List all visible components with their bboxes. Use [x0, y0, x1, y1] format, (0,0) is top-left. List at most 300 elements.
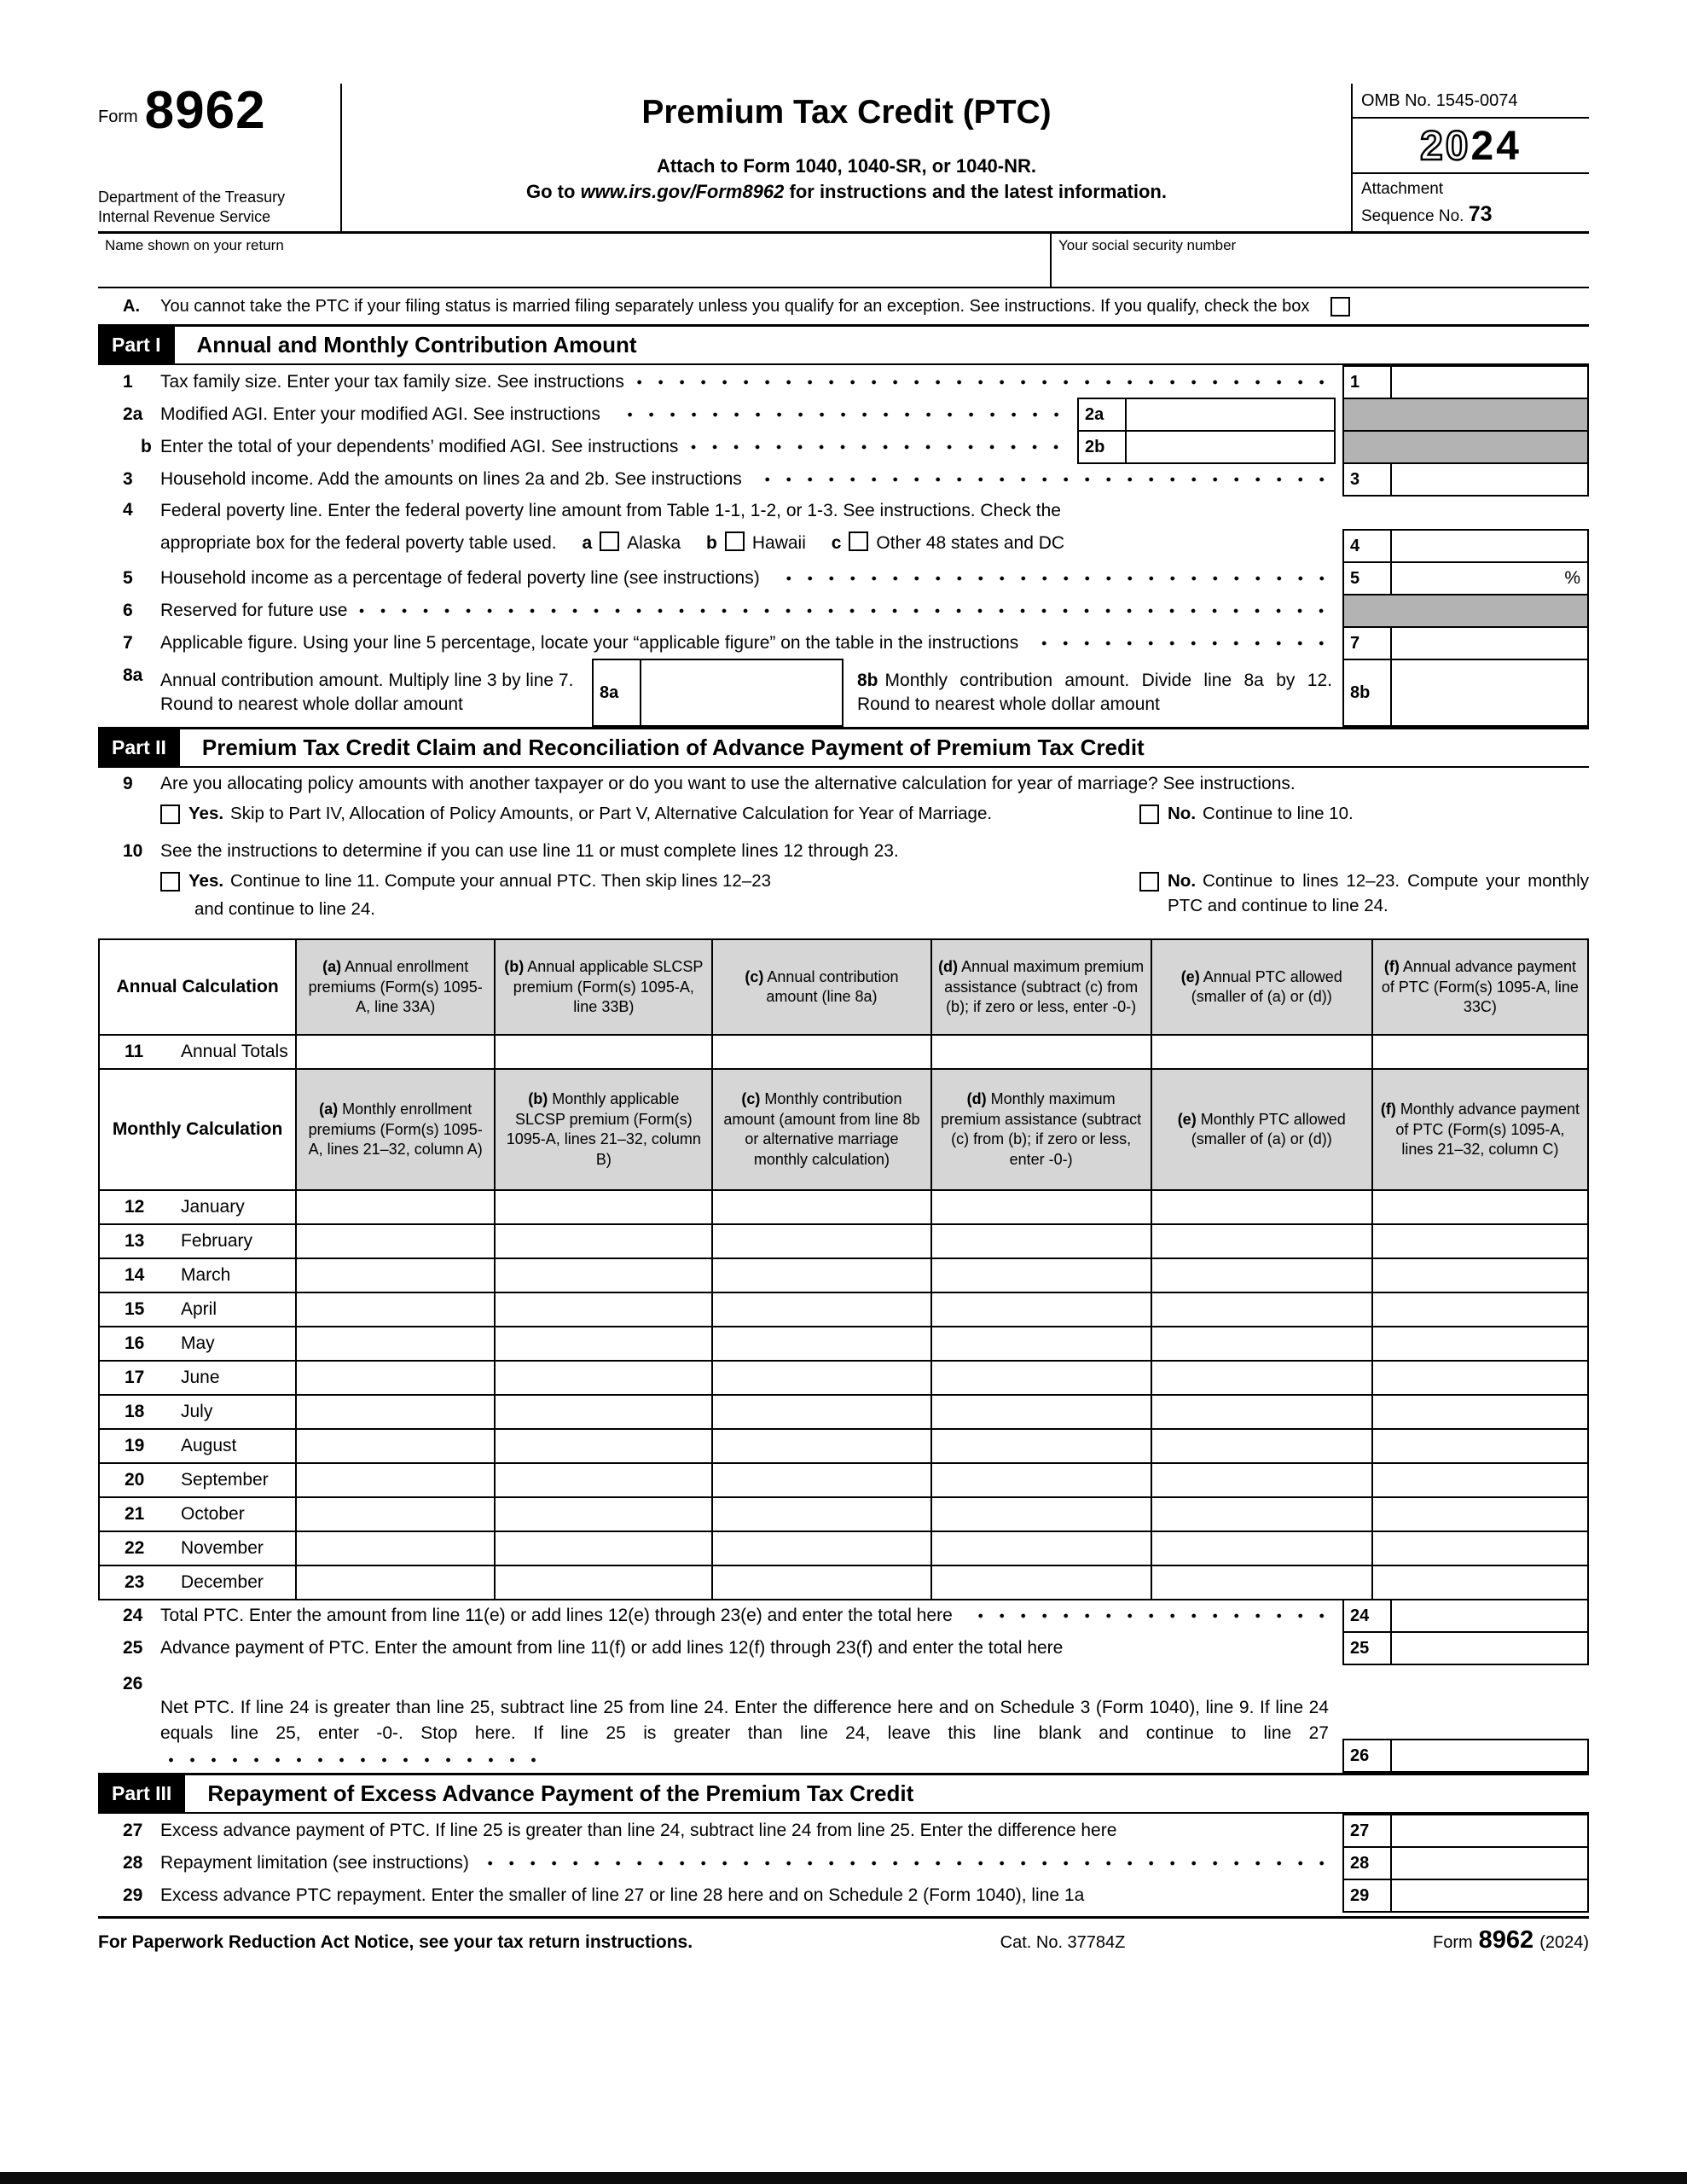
filing-exception-checkbox[interactable] — [1330, 297, 1350, 317]
month-entry-cell[interactable] — [296, 1361, 495, 1395]
month-entry-cell[interactable] — [931, 1497, 1151, 1531]
line-25-text: Advance payment of PTC. Enter the amount from line 11(f) or add lines 12(f) through 23(f) and enter the total here — [160, 1638, 1064, 1658]
line-4-text-1: Federal poverty line. Enter the federal poverty line amount from Table 1-1, 1-2, or 1-3. See instructions. Check the — [160, 501, 1061, 521]
line-6-text: Reserved for future use — [160, 601, 348, 621]
irs-url: www.irs.gov/Form8962 — [580, 181, 785, 202]
line-10 — [98, 835, 1589, 868]
attachment-sequence — [1353, 174, 1589, 231]
line-number: b — [141, 437, 152, 457]
line-8b-numbox: 8b — [1342, 659, 1392, 727]
line-4 — [98, 495, 1589, 563]
month-entry-cell[interactable] — [1151, 1395, 1372, 1429]
monthly-calculation-label: Monthly Calculation — [99, 1069, 296, 1190]
line-8 — [98, 659, 1589, 727]
dot-leader — [359, 601, 1332, 621]
line-7-amount[interactable] — [1392, 626, 1589, 660]
line-25-numbox: 25 — [1342, 1631, 1392, 1665]
line-number: 19 — [125, 1436, 145, 1456]
form-header — [98, 81, 1589, 234]
line-7-text: Applicable figure. Using your line 5 percentage, locate your “applicable figure” on the table in the instructions — [160, 633, 1019, 653]
form-number: 8962 — [144, 81, 266, 140]
line-number: 13 — [125, 1231, 145, 1252]
line-28-text: Repayment limitation (see instructions) — [160, 1853, 469, 1873]
form-number-block — [98, 81, 342, 231]
line-8b-text — [844, 659, 1342, 727]
annual-total-cell[interactable] — [712, 1035, 930, 1069]
option-c-key: c — [831, 533, 842, 554]
line-28 — [98, 1846, 1589, 1880]
line-2b-numbox: 2b — [1077, 430, 1127, 464]
month-entry-cell[interactable] — [1151, 1361, 1372, 1395]
month-entry-cell[interactable] — [1372, 1327, 1588, 1361]
month-entry-cell[interactable] — [1151, 1327, 1372, 1361]
month-entry-cell[interactable] — [931, 1292, 1151, 1327]
month-entry-cell[interactable] — [712, 1224, 930, 1258]
line-27 — [98, 1814, 1589, 1848]
yes-word: Yes. — [188, 804, 224, 824]
other-48-states-checkbox[interactable] — [849, 531, 868, 551]
month-entry-cell[interactable] — [931, 1531, 1151, 1565]
sequence-number: 73 — [1468, 201, 1493, 226]
alaska-label: Alaska — [627, 533, 681, 554]
dot-leader — [160, 1751, 536, 1769]
month-name: November — [181, 1538, 264, 1559]
form-title: Premium Tax Credit (PTC) — [641, 94, 1052, 131]
month-entry-cell[interactable] — [1372, 1258, 1588, 1292]
line-2a-amount[interactable] — [1127, 398, 1336, 432]
line-8a-numbox: 8a — [592, 659, 641, 727]
line-a-letter: A. — [123, 297, 140, 317]
annual-totals-row — [99, 1035, 1588, 1069]
month-entry-cell[interactable] — [931, 1565, 1151, 1600]
monthly-col-e-header: (e) Monthly PTC allowed (smaller of (a) or (d)) — [1151, 1069, 1372, 1190]
annual-col-c-header: (c) Annual contribution amount (line 8a) — [712, 939, 930, 1035]
screen-bottom-bar — [0, 2172, 1687, 2184]
line-5-numbox: 5 — [1342, 561, 1392, 595]
line-26 — [98, 1664, 1589, 1773]
no-word: No. — [1168, 804, 1197, 824]
line-number: 1 — [123, 372, 133, 392]
line-number: 4 — [123, 500, 133, 520]
line-number: 7 — [123, 633, 133, 653]
line-8a-amount[interactable] — [641, 659, 844, 727]
month-entry-cell[interactable] — [495, 1429, 712, 1463]
month-entry-cell[interactable] — [495, 1258, 712, 1292]
month-entry-cell[interactable] — [931, 1224, 1151, 1258]
line-29 — [98, 1879, 1589, 1913]
month-name: July — [181, 1402, 213, 1422]
line-8b-amount[interactable] — [1392, 659, 1589, 727]
line-25 — [98, 1631, 1589, 1665]
line-24-amount[interactable] — [1392, 1599, 1589, 1633]
dot-leader — [636, 372, 1332, 392]
ssn-field-label: Your social security number — [1058, 237, 1237, 254]
part3-title: Repayment of Excess Advance Payment of the Premium Tax Credit — [207, 1780, 914, 1807]
line-29-text: Excess advance PTC repayment. Enter the smaller of line 27 or line 28 here and on Schedule 2 (Form 1040), line 1a — [160, 1885, 1085, 1906]
month-entry-cell[interactable] — [296, 1292, 495, 1327]
name-field-label: Name shown on your return — [105, 237, 284, 254]
month-entry-cell[interactable] — [1372, 1429, 1588, 1463]
line-3-amount[interactable] — [1392, 462, 1589, 497]
sequence-label: Sequence No. — [1361, 206, 1469, 225]
calculation-table — [98, 938, 1589, 1600]
allocating-no-checkbox[interactable] — [1139, 804, 1159, 824]
line-9 — [98, 768, 1589, 800]
month-entry-cell[interactable] — [495, 1224, 712, 1258]
percent-sign: % — [1564, 568, 1580, 589]
line-10-options — [98, 868, 1589, 930]
part3-rows — [98, 1814, 1589, 1913]
monthly-col-a-header: (a) Monthly enrollment premiums (Form(s) 1095-A, lines 21–32, column A) — [296, 1069, 495, 1190]
dot-leader — [1030, 633, 1332, 653]
line-2a — [98, 398, 1589, 432]
line-9-text: Are you allocating policy amounts with another taxpayer or do you want to use the alternative calculation for year of marriage? See instructions. — [160, 774, 1296, 794]
line-2b-text: Enter the total of your dependents’ modified AGI. See instructions — [160, 437, 679, 457]
month-name: March — [181, 1265, 231, 1286]
line-number: 8a — [123, 665, 143, 686]
line-2b-amount[interactable] — [1127, 430, 1336, 464]
form-title-block — [342, 84, 1351, 231]
line-number: 25 — [123, 1638, 143, 1658]
goto-instruction — [342, 181, 1351, 203]
month-row — [99, 1190, 1588, 1224]
part1-label: Part I — [98, 327, 175, 363]
line-26-text: Net PTC. If line 24 is greater than line 25, subtract line 25 from line 24. Enter the difference here and on Schedule 3 (Form 1040), line 9. If line 24 equals line 25, enter -0-. Stop here. If line 25 is greater than line 24, leave this line blank and continue to line 27 — [160, 1695, 1342, 1773]
annual-total-cell[interactable] — [1372, 1035, 1588, 1069]
line-5-amount[interactable] — [1392, 561, 1589, 595]
month-entry-cell[interactable] — [495, 1395, 712, 1429]
month-entry-cell[interactable] — [495, 1531, 712, 1565]
line-9-yes-text: Skip to Part IV, Allocation of Policy Amounts, or Part V, Alternative Calculation for Year of Marriage. — [230, 804, 993, 824]
month-entry-cell[interactable] — [1372, 1395, 1588, 1429]
line-10-no-text: Continue to lines 12–23. Compute your monthly PTC and continue to line 24. — [1168, 870, 1589, 915]
month-name: February — [181, 1231, 253, 1252]
tax-year — [1353, 119, 1589, 174]
line-25-amount[interactable] — [1392, 1631, 1589, 1665]
line-4-boxes — [1342, 529, 1589, 563]
agency-line-2: Internal Revenue Service — [98, 207, 271, 225]
month-name: June — [181, 1368, 220, 1388]
annual-calc-yes-checkbox[interactable] — [160, 872, 180, 892]
month-entry-cell[interactable] — [495, 1361, 712, 1395]
month-name: May — [181, 1333, 215, 1354]
other-48-states-label: Other 48 states and DC — [876, 533, 1065, 554]
line-27-amount[interactable] — [1392, 1814, 1589, 1848]
line-27-numbox: 27 — [1342, 1814, 1392, 1848]
month-entry-cell[interactable] — [931, 1429, 1151, 1463]
line-number: 27 — [123, 1821, 143, 1841]
month-row — [99, 1327, 1588, 1361]
line-9-yes — [160, 802, 1139, 827]
line-5 — [98, 561, 1589, 595]
line-9-options — [98, 800, 1589, 835]
month-row — [99, 1361, 1588, 1395]
month-entry-cell[interactable] — [1151, 1565, 1372, 1600]
month-name: April — [181, 1299, 217, 1320]
omb-number: OMB No. 1545-0074 — [1353, 84, 1589, 119]
line-number: 10 — [123, 840, 143, 861]
month-entry-cell[interactable] — [1151, 1531, 1372, 1565]
annual-col-d-header: (d) Annual maximum premium assistance (subtract (c) from (b); if zero or less, enter -0-) — [931, 939, 1151, 1035]
month-name: December — [181, 1572, 264, 1593]
line-7-numbox: 7 — [1342, 626, 1392, 660]
month-row — [99, 1395, 1588, 1429]
line-24 — [98, 1599, 1589, 1633]
line-9-no-text: Continue to line 10. — [1203, 804, 1354, 824]
month-entry-cell[interactable] — [712, 1531, 930, 1565]
month-entry-cell[interactable] — [1151, 1190, 1372, 1224]
line-number: 28 — [123, 1853, 143, 1873]
part1-title: Annual and Monthly Contribution Amount — [196, 332, 637, 358]
footer-form-number: 8962 — [1478, 1926, 1534, 1955]
month-entry-cell[interactable] — [296, 1258, 495, 1292]
month-entry-cell[interactable] — [1372, 1190, 1588, 1224]
ssn-field[interactable] — [1052, 234, 1589, 287]
month-row — [99, 1531, 1588, 1565]
line-2a-numbox: 2a — [1077, 398, 1127, 432]
month-entry-cell[interactable] — [1151, 1292, 1372, 1327]
omb-block — [1351, 84, 1589, 231]
line-number: 15 — [125, 1299, 145, 1320]
line-10-yes-text-2: and continue to line 24. — [194, 898, 375, 919]
dot-leader — [612, 404, 1067, 425]
month-entry-cell[interactable] — [1372, 1565, 1588, 1600]
line-1-amount[interactable] — [1392, 365, 1589, 399]
part1-rows — [98, 365, 1589, 727]
dot-leader — [481, 1853, 1332, 1873]
part2-rows — [98, 768, 1589, 930]
agency-line-1: Department of the Treasury — [98, 189, 286, 206]
dot-leader — [965, 1606, 1332, 1626]
year-outline: 20 — [1420, 124, 1471, 169]
line-4-numbox: 4 — [1342, 529, 1392, 563]
line-29-amount[interactable] — [1392, 1879, 1589, 1913]
month-entry-cell[interactable] — [712, 1395, 930, 1429]
monthly-col-f-header: (f) Monthly advance payment of PTC (Form(s) 1095-A, lines 21–32, column C) — [1372, 1069, 1588, 1190]
month-entry-cell[interactable] — [1372, 1224, 1588, 1258]
line-4-text — [160, 495, 1342, 560]
line-2a-text: Modified AGI. Enter your modified AGI. See instructions — [160, 404, 600, 425]
line-4-text-2 — [160, 527, 1342, 560]
goto-prefix: Go to — [526, 181, 581, 202]
annual-col-b-header: (b) Annual applicable SLCSP premium (Form(s) 1095-A, line 33B) — [495, 939, 712, 1035]
month-entry-cell[interactable] — [1372, 1361, 1588, 1395]
line-number: 24 — [123, 1606, 143, 1626]
line-1-text: Tax family size. Enter your tax family size. See instructions — [160, 372, 624, 392]
line-28-amount[interactable] — [1392, 1846, 1589, 1880]
line-number: 18 — [125, 1402, 145, 1422]
month-entry-cell[interactable] — [712, 1429, 930, 1463]
month-entry-cell[interactable] — [1372, 1463, 1588, 1497]
line-7 — [98, 626, 1589, 660]
line-4-text-2-prefix: appropriate box for the federal poverty table used. — [160, 533, 557, 554]
line-number: 2a — [123, 404, 143, 425]
line-28-numbox: 28 — [1342, 1846, 1392, 1880]
annual-total-cell[interactable] — [931, 1035, 1151, 1069]
month-entry-cell[interactable] — [495, 1565, 712, 1600]
month-entry-cell[interactable] — [495, 1463, 712, 1497]
line-number: 12 — [125, 1197, 145, 1217]
line-number: 3 — [123, 469, 133, 490]
month-row — [99, 1292, 1588, 1327]
month-entry-cell[interactable] — [931, 1395, 1151, 1429]
line-a — [98, 288, 1589, 324]
part2-bar — [98, 727, 1589, 768]
annual-col-e-header: (e) Annual PTC allowed (smaller of (a) or (d)) — [1151, 939, 1372, 1035]
line-number: 9 — [123, 774, 133, 794]
line-number: 17 — [125, 1368, 145, 1388]
line-4-amount[interactable] — [1392, 529, 1589, 563]
month-entry-cell[interactable] — [931, 1327, 1151, 1361]
catalog-number: Cat. No. 37784Z — [1000, 1933, 1126, 1953]
line-number: 20 — [125, 1470, 145, 1490]
line-1-numbox: 1 — [1342, 365, 1392, 399]
monthly-col-d-header: (d) Monthly maximum premium assistance (subtract (c) from (b); if zero or less, enter -0-) — [931, 1069, 1151, 1190]
annual-header-row — [99, 939, 1588, 1035]
annual-total-cell[interactable] — [495, 1035, 712, 1069]
month-name: August — [181, 1436, 237, 1456]
month-row — [99, 1258, 1588, 1292]
hawaii-checkbox[interactable] — [725, 531, 745, 551]
year-bold: 24 — [1470, 124, 1522, 169]
goto-suffix: for instructions and the latest information. — [784, 181, 1167, 202]
month-entry-cell[interactable] — [296, 1531, 495, 1565]
month-entry-cell[interactable] — [712, 1497, 930, 1531]
line-number: 26 — [123, 1674, 143, 1694]
line-2b-no-entry — [1342, 430, 1589, 464]
month-entry-cell[interactable] — [1151, 1463, 1372, 1497]
annual-totals-label: Annual Totals — [181, 1042, 288, 1062]
month-entry-cell[interactable] — [712, 1258, 930, 1292]
identity-row — [98, 234, 1589, 288]
month-entry-cell[interactable] — [495, 1292, 712, 1327]
form-8962 — [98, 81, 1589, 1955]
month-entry-cell[interactable] — [712, 1565, 930, 1600]
month-row — [99, 1224, 1588, 1258]
line-number: 5 — [123, 568, 133, 589]
month-entry-cell[interactable] — [296, 1190, 495, 1224]
form-footer — [98, 1916, 1589, 1955]
month-row — [99, 1463, 1588, 1497]
alaska-checkbox[interactable] — [600, 531, 619, 551]
month-entry-cell[interactable] — [1372, 1497, 1588, 1531]
option-b-key: b — [706, 533, 717, 554]
line-8b-label: Monthly contribution amount. Divide line 8a by 12. Round to nearest whole dollar amount — [857, 670, 1332, 715]
month-row — [99, 1497, 1588, 1531]
line-6 — [98, 594, 1589, 628]
annual-col-a-header: (a) Annual enrollment premiums (Form(s) 1095-A, line 33A) — [296, 939, 495, 1035]
line-6-no-entry — [1342, 594, 1589, 628]
part2-label: Part II — [98, 729, 180, 766]
month-entry-cell[interactable] — [1372, 1531, 1588, 1565]
month-name: January — [181, 1197, 245, 1217]
month-entry-cell[interactable] — [296, 1395, 495, 1429]
month-entry-cell[interactable] — [712, 1463, 930, 1497]
hawaii-label: Hawaii — [751, 533, 806, 554]
month-entry-cell[interactable] — [712, 1361, 930, 1395]
month-entry-cell[interactable] — [931, 1361, 1151, 1395]
line-2b — [98, 430, 1589, 464]
month-row — [99, 1429, 1588, 1463]
month-entry-cell[interactable] — [495, 1327, 712, 1361]
line-2a-no-entry — [1342, 398, 1589, 432]
month-entry-cell[interactable] — [931, 1463, 1151, 1497]
attachment-label: Attachment — [1361, 180, 1444, 198]
line-5-text: Household income as a percentage of federal poverty line (see instructions) — [160, 568, 760, 589]
allocating-yes-checkbox[interactable] — [160, 804, 180, 824]
footer-form-word: Form — [1433, 1933, 1473, 1953]
footer-form-id — [1433, 1926, 1589, 1955]
line-3-numbox: 3 — [1342, 462, 1392, 497]
line-8b-tag: 8b — [857, 670, 878, 690]
line-10-yes-text: Continue to line 11. Compute your annual PTC. Then skip lines 12–23 — [230, 870, 772, 891]
footer-form-year: (2024) — [1539, 1933, 1589, 1953]
line-27-text: Excess advance payment of PTC. If line 25 is greater than line 24, subtract line 24 from line 25. Enter the difference here — [160, 1821, 1117, 1841]
monthly-header-row — [99, 1069, 1588, 1190]
dot-leader — [754, 469, 1332, 490]
line-number: 16 — [125, 1333, 145, 1354]
annual-total-cell[interactable] — [296, 1035, 495, 1069]
month-entry-cell[interactable] — [712, 1190, 930, 1224]
month-entry-cell[interactable] — [1151, 1497, 1372, 1531]
month-entry-cell[interactable] — [931, 1258, 1151, 1292]
line-8a-text: Annual contribution amount. Multiply line 3 by line 7. Round to nearest whole dollar amount — [160, 670, 574, 715]
month-entry-cell[interactable] — [296, 1497, 495, 1531]
month-entry-cell[interactable] — [495, 1497, 712, 1531]
line-number: 14 — [125, 1265, 145, 1286]
month-entry-cell[interactable] — [1151, 1429, 1372, 1463]
line-26-amount[interactable] — [1392, 1739, 1589, 1773]
monthly-calc-no-checkbox[interactable] — [1139, 872, 1159, 892]
annual-calculation-label: Annual Calculation — [99, 939, 296, 1035]
annual-total-cell[interactable] — [1151, 1035, 1372, 1069]
month-row — [99, 1565, 1588, 1600]
part3-label: Part III — [98, 1775, 185, 1812]
line-10-no — [1139, 869, 1589, 918]
line-a-text: You cannot take the PTC if your filing status is married filing separately unless you qualify for an exception. See instructions. If you qualify, check the box — [160, 297, 1310, 317]
line-26-numbox: 26 — [1342, 1739, 1392, 1773]
month-entry-cell[interactable] — [931, 1190, 1151, 1224]
dot-leader — [772, 568, 1332, 589]
month-entry-cell[interactable] — [1151, 1224, 1372, 1258]
monthly-col-b-header: (b) Monthly applicable SLCSP premium (Form(s) 1095-A, lines 21–32, column B) — [495, 1069, 712, 1190]
month-name: October — [181, 1504, 245, 1525]
line-10-yes — [160, 869, 1139, 921]
line-1 — [98, 365, 1589, 399]
yes-word: Yes. — [188, 870, 224, 891]
month-entry-cell[interactable] — [296, 1429, 495, 1463]
line-number: 29 — [123, 1885, 143, 1906]
month-entry-cell[interactable] — [712, 1292, 930, 1327]
month-entry-cell[interactable] — [1151, 1258, 1372, 1292]
line-26-boxes — [1342, 1739, 1589, 1773]
month-name: September — [181, 1470, 269, 1490]
line-3 — [98, 462, 1589, 497]
part1-bar — [98, 324, 1589, 365]
line-number: 11 — [125, 1042, 144, 1062]
month-entry-cell[interactable] — [296, 1327, 495, 1361]
line-9-no — [1139, 802, 1589, 827]
month-entry-cell[interactable] — [495, 1190, 712, 1224]
month-entry-cell[interactable] — [296, 1565, 495, 1600]
name-field[interactable] — [98, 234, 1052, 287]
line-3-text: Household income. Add the amounts on lines 2a and 2b. See instructions — [160, 469, 742, 490]
month-entry-cell[interactable] — [296, 1463, 495, 1497]
month-entry-cell[interactable] — [296, 1224, 495, 1258]
no-word: No. — [1168, 870, 1197, 891]
month-entry-cell[interactable] — [1372, 1292, 1588, 1327]
month-entry-cell[interactable] — [712, 1327, 930, 1361]
